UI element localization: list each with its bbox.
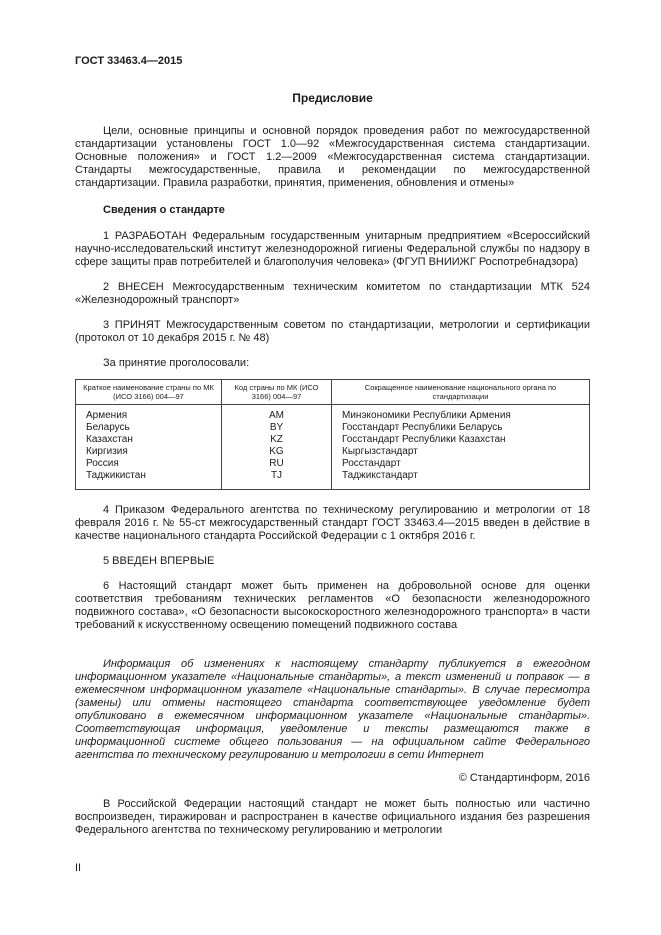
info-heading: Сведения о стандарте (103, 204, 225, 216)
cell-country: Армения (76, 405, 222, 423)
voting-table (75, 379, 590, 490)
copyright-line: © Стандартинформ, 2016 (458, 772, 590, 784)
table-header-org: Сокращенное наименование национального органа по стандартизации (332, 380, 590, 405)
table-row (76, 422, 590, 434)
cell-country: Таджикистан (76, 470, 222, 490)
cell-code: RU (222, 458, 332, 470)
cell-org: Росстандарт (332, 458, 590, 470)
cell-country: Россия (76, 458, 222, 470)
vote-caption: За принятие проголосовали: (103, 357, 250, 369)
cell-country: Казахстан (76, 434, 222, 446)
item-3-paragraph: 3 ПРИНЯТ Межгосударственным советом по стандартизации, метрологии и сертификации (протокол от 10 декабря 2015 г. № 48) (75, 319, 590, 344)
document-header: ГОСТ 33463.4—2015 (75, 55, 183, 67)
intro-paragraph: Цели, основные принципы и основной порядок проведения работ по межгосударственной стандартизации установлены ГОСТ 1.0—92 «Межгосударственная система стандартизации. Основные положения» и ГОСТ 1.2—2009 «Межгосударственная система стандартизации. Стандарты межгосударственные, правила и рекомендации по межгосударственной стандартизации. Правила разработки, принятия, применения, обновления и отмены» (75, 125, 590, 189)
reproduction-restriction-paragraph: В Российской Федерации настоящий стандарт не может быть полностью или частично воспроизведен, тиражирован и распространен в качестве официального издания без разрешения Федерального агентства по техническому регулированию и метрологии (75, 798, 590, 836)
item-5-paragraph: 5 ВВЕДЕН ВПЕРВЫЕ (103, 555, 215, 567)
cell-country: Киргизия (76, 446, 222, 458)
item-1-paragraph: 1 РАЗРАБОТАН Федеральным государственным унитарным предприятием «Всероссийский научно-исследовательский институт железнодорожной гигиены Федеральной службы по надзору в сфере защиты прав потребителей и благополучия человека» (ФГУП ВНИИЖГ Роспотребнадзора) (75, 230, 590, 268)
voting-table-head (76, 380, 590, 405)
cell-country: Беларусь (76, 422, 222, 434)
page-number: II (75, 862, 82, 874)
table-row (76, 434, 590, 446)
table-row (76, 458, 590, 470)
item-4-paragraph: 4 Приказом Федерального агентства по техническому регулированию и метрологии от 18 февраля 2016 г. № 55-ст межгосударственный стандарт ГОСТ 33463.4—2015 введен в действие в качестве национального стандарта Российской Федерации с 1 октября 2016 г. (75, 504, 590, 542)
table-row (76, 470, 590, 490)
table-row (76, 405, 590, 423)
page-title: Предисловие (292, 91, 373, 105)
cell-code: KZ (222, 434, 332, 446)
cell-org: Кыргызстандарт (332, 446, 590, 458)
cell-code: TJ (222, 470, 332, 490)
changes-notice-paragraph: Информация об изменениях к настоящему стандарту публикуется в ежегодном информационном указателе «Национальные стандарты», а текст изменений и поправок — в ежемесячном информационном указателе «Национальные стандарты». В случае пересмотра (замены) или отмены настоящего стандарта соответствующее уведомление будет опубликовано в ежемесячном информационном указателе «Национальные стандарты». Соответствующая информация, уведомление и тексты размещаются также в информационной системе общего пользования — на официальном сайте Федерального агентства по техническому регулированию и метрологии в сети Интернет (75, 658, 590, 761)
cell-code: AM (222, 405, 332, 423)
item-6-paragraph: 6 Настоящий стандарт может быть применен на добровольной основе для оценки соответствия требованиям технических регламентов «О безопасности железнодорожного подвижного состава», «О безопасности высокоскоростного железнодорожного транспорта» в части требований к искусственному освещению помещений подвижного состава (75, 580, 590, 631)
table-header-country: Краткое наименование страны по МК (ИСО 3166) 004—97 (76, 380, 222, 405)
voting-table-body (76, 405, 590, 490)
cell-code: BY (222, 422, 332, 434)
cell-org: Госстандарт Республики Казахстан (332, 434, 590, 446)
cell-org: Таджикстандарт (332, 470, 590, 490)
cell-code: KG (222, 446, 332, 458)
item-2-paragraph: 2 ВНЕСЕН Межгосударственным техническим комитетом по стандартизации МТК 524 «Железнодорожный транспорт» (75, 281, 590, 306)
cell-org: Госстандарт Республики Беларусь (332, 422, 590, 434)
table-header-row (76, 380, 590, 405)
table-header-code: Код страны по МК (ИСО 3166) 004—97 (222, 380, 332, 405)
cell-org: Минэкономики Республики Армения (332, 405, 590, 423)
table-row (76, 446, 590, 458)
